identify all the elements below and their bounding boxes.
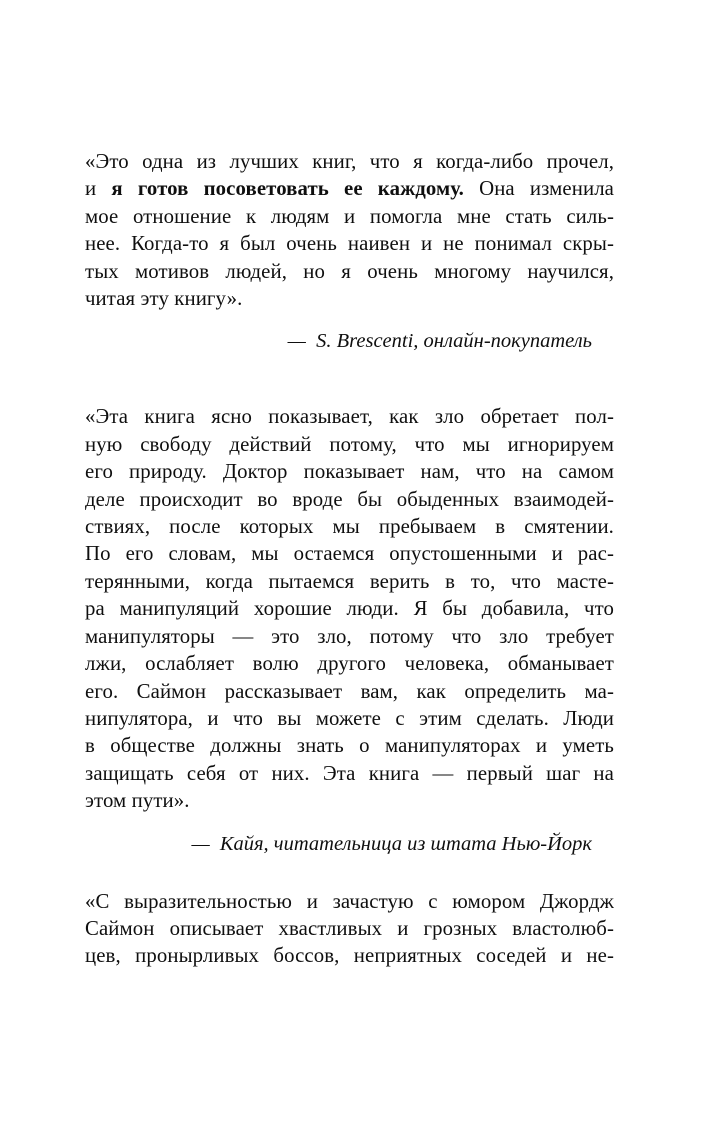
quote-line (85, 258, 614, 285)
quote-segment: читая эту книгу». (85, 287, 243, 311)
quote-line (85, 732, 614, 759)
quote-line (85, 513, 614, 540)
quote-segment: тых мотивов людей, но я очень многому научился, (85, 259, 614, 283)
quote-segment: Она изменила (463, 177, 615, 201)
quote-segment: защищать себя от них. Эта книга — первый шаг на (85, 761, 614, 785)
quote-line (85, 942, 614, 969)
quote-segment: в обществе должны знать о манипуляторах и уметь (85, 734, 614, 758)
quote-segment-bold: я готов посоветовать ее каждому. (111, 177, 464, 201)
quote-line (85, 458, 614, 485)
quote-segment: его природу. Доктор показывает нам, что на самом (85, 460, 614, 484)
quote-line (85, 230, 614, 257)
quote-segment: лжи, ослабляет волю другого человека, обманывает (85, 652, 614, 676)
quote-segment: манипуляторы — это зло, потому что зло требует (85, 624, 614, 648)
quote-segment: «С выразительностью и зачастую с юмором Джордж (85, 889, 614, 913)
quote-line (85, 678, 614, 705)
quote-line (85, 431, 614, 458)
quote-segment: нее. Когда-то я был очень наивен и не понимал скры- (85, 232, 614, 256)
quote-segment: мое отношение к людям и помогла мне стать силь- (85, 204, 614, 228)
quote-segment: нипулятора, и что вы можете с этим сделать. Люди (85, 706, 614, 730)
quote-attribution: — Кайя, читательница из штата Нью-Йорк (191, 832, 592, 855)
quote-line (85, 148, 614, 175)
quote-segment: ную свободу действий потому, что мы игнорируем (85, 432, 614, 456)
quote-segment: и (85, 177, 112, 201)
quote-line (85, 760, 614, 787)
quote-line (85, 595, 614, 622)
quote-segment: терянными, когда пытаемся верить в то, что масте- (85, 569, 614, 593)
quote-segment: ствиях, после которых мы пребываем в смятении. (85, 515, 614, 539)
quote-line (85, 787, 614, 814)
quote-attribution: — S. Brescenti, онлайн-покупатель (287, 330, 592, 353)
quote-line (85, 540, 614, 567)
quote-text (85, 888, 614, 970)
quote (85, 403, 614, 857)
quote-line (85, 915, 614, 942)
quote-line (85, 705, 614, 732)
quote-segment: Саймон описывает хвастливых и грозных властолюб- (85, 916, 614, 940)
quote-line (85, 568, 614, 595)
quote-segment: цев, пронырливых боссов, неприятных соседей и не- (85, 944, 614, 968)
quote-line (85, 650, 614, 677)
quote (85, 888, 614, 970)
quote-segment: его. Саймон рассказывает вам, как определить ма- (85, 679, 614, 703)
quotes-container (85, 148, 614, 970)
quote-line (85, 888, 614, 915)
quote-line (85, 623, 614, 650)
quote-segment: По его словам, мы остаемся опустошенными и рас- (85, 542, 614, 566)
quote-line (85, 285, 614, 312)
quote-line (85, 203, 614, 230)
quote-text (85, 403, 614, 814)
quote-segment: «Это одна из лучших книг, что я когда-либо прочел, (85, 150, 614, 173)
quote-segment: ра манипуляций хорошие люди. Я бы добавила, что (85, 597, 614, 621)
quote-line (85, 403, 614, 430)
quote-text (85, 148, 614, 312)
quote-segment: этом пути». (85, 789, 190, 813)
quote (85, 148, 614, 355)
quote-segment: «Эта книга ясно показывает, как зло обретает пол- (85, 405, 614, 429)
quote-line (85, 486, 614, 513)
quote-segment: деле происходит во вроде бы обыденных взаимодей- (85, 487, 614, 511)
quote-line (85, 175, 614, 202)
